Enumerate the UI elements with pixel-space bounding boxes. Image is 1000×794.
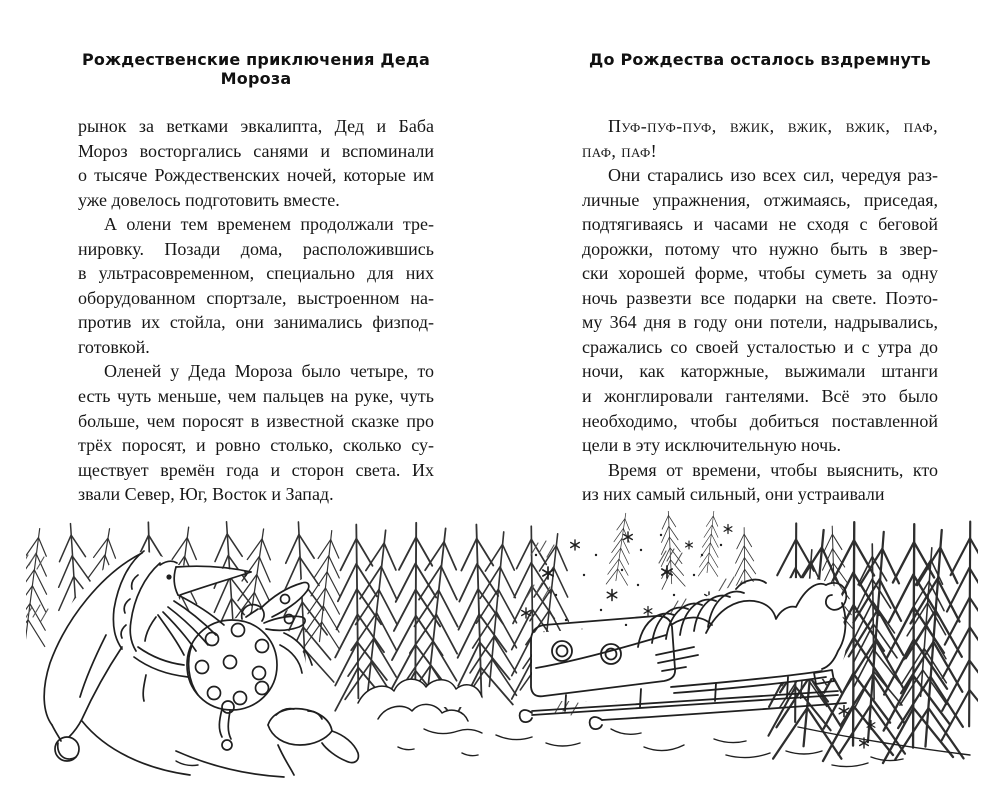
text-line: готовкой. — [78, 336, 150, 357]
text-line: Они старались изо всех сил, чередуя раз- — [608, 165, 938, 186]
text-line: нировку. Позади дома, расположившись — [78, 238, 434, 259]
text-line: ночи, как каторжные, выжимали штанги — [582, 361, 938, 382]
text-line: дорожки, потому что нужно быть в звер- — [582, 238, 938, 259]
text-line: против их стойла, они занимались физпод- — [78, 312, 434, 333]
text-line: Пуф-пуф-пуф, вжик, вжик, вжик, паф, — [608, 116, 938, 136]
text-line: Время от времени, чтобы выяснить, кто — [608, 459, 938, 480]
text-line: подтягиваясь и часами не сходя с беговой — [582, 214, 938, 235]
text-line: звали Север, Юг, Восток и Запад. — [78, 484, 334, 505]
text-line: цели в эту исключительную ночь. — [582, 435, 841, 456]
left-page-text — [78, 114, 434, 507]
text-line: рынок за ветками эвкалипта, Дед и Баба — [78, 116, 434, 136]
text-line: оборудованном спортзале, выстроенном на- — [78, 287, 434, 308]
paragraph — [582, 458, 938, 507]
paragraph — [78, 114, 434, 212]
text-line: уже довелось подготовить вместе. — [78, 189, 340, 210]
right-running-head: До Рождества осталось вздремнуть — [589, 50, 931, 69]
text-line: А олени тем временем продолжали тре- — [104, 214, 434, 235]
text-line: в ультрасовременном, специально для них — [78, 263, 434, 284]
text-line: трёх поросят, и ровно столько, сколько су- — [78, 435, 434, 456]
snow-mounds — [358, 679, 484, 727]
text-line: Оленей у Деда Мороза было четыре, то — [104, 361, 434, 382]
text-line: ски хорошей форме, чтобы суметь за одну — [582, 263, 938, 284]
text-line: ществует времён года и сторон света. Их — [78, 459, 434, 480]
right-page-text — [582, 114, 938, 507]
text-line: из них самый сильный, они устраивали — [582, 484, 885, 505]
text-line: паф, паф! — [582, 140, 658, 161]
text-line: ночь развезти все подарки на свете. Поэто- — [582, 287, 938, 308]
text-line: необходимо, чтобы добиться поставленной — [582, 410, 938, 431]
text-line: и жонглировали гантелями. Всё это было — [582, 386, 938, 407]
paragraph — [582, 114, 938, 163]
illustration — [26, 511, 978, 783]
eye — [166, 574, 171, 579]
text-line: больше, чем поросят в известной сказке про — [78, 410, 434, 431]
text-line: Мороз восторгались санями и вспоминали — [78, 140, 434, 161]
text-line: о тысяче Рождественских ночей, которые им — [78, 165, 434, 186]
text-line: сражались со своей усталостью и с утра до — [582, 336, 938, 357]
paragraph — [78, 212, 434, 359]
sleigh — [520, 578, 847, 729]
text-line: му 364 дня в году они потели, надрывались, — [582, 312, 938, 333]
left-running-head: Рождественские приключения Деда Мороза — [82, 50, 430, 88]
text-line: есть чуть меньше, чем пальцев на руке, чуть — [78, 386, 434, 407]
paragraph — [78, 359, 434, 506]
text-line: личные упражнения, отжимаясь, приседая, — [582, 189, 938, 210]
illustration-svg — [26, 511, 978, 783]
paragraph — [582, 163, 938, 458]
